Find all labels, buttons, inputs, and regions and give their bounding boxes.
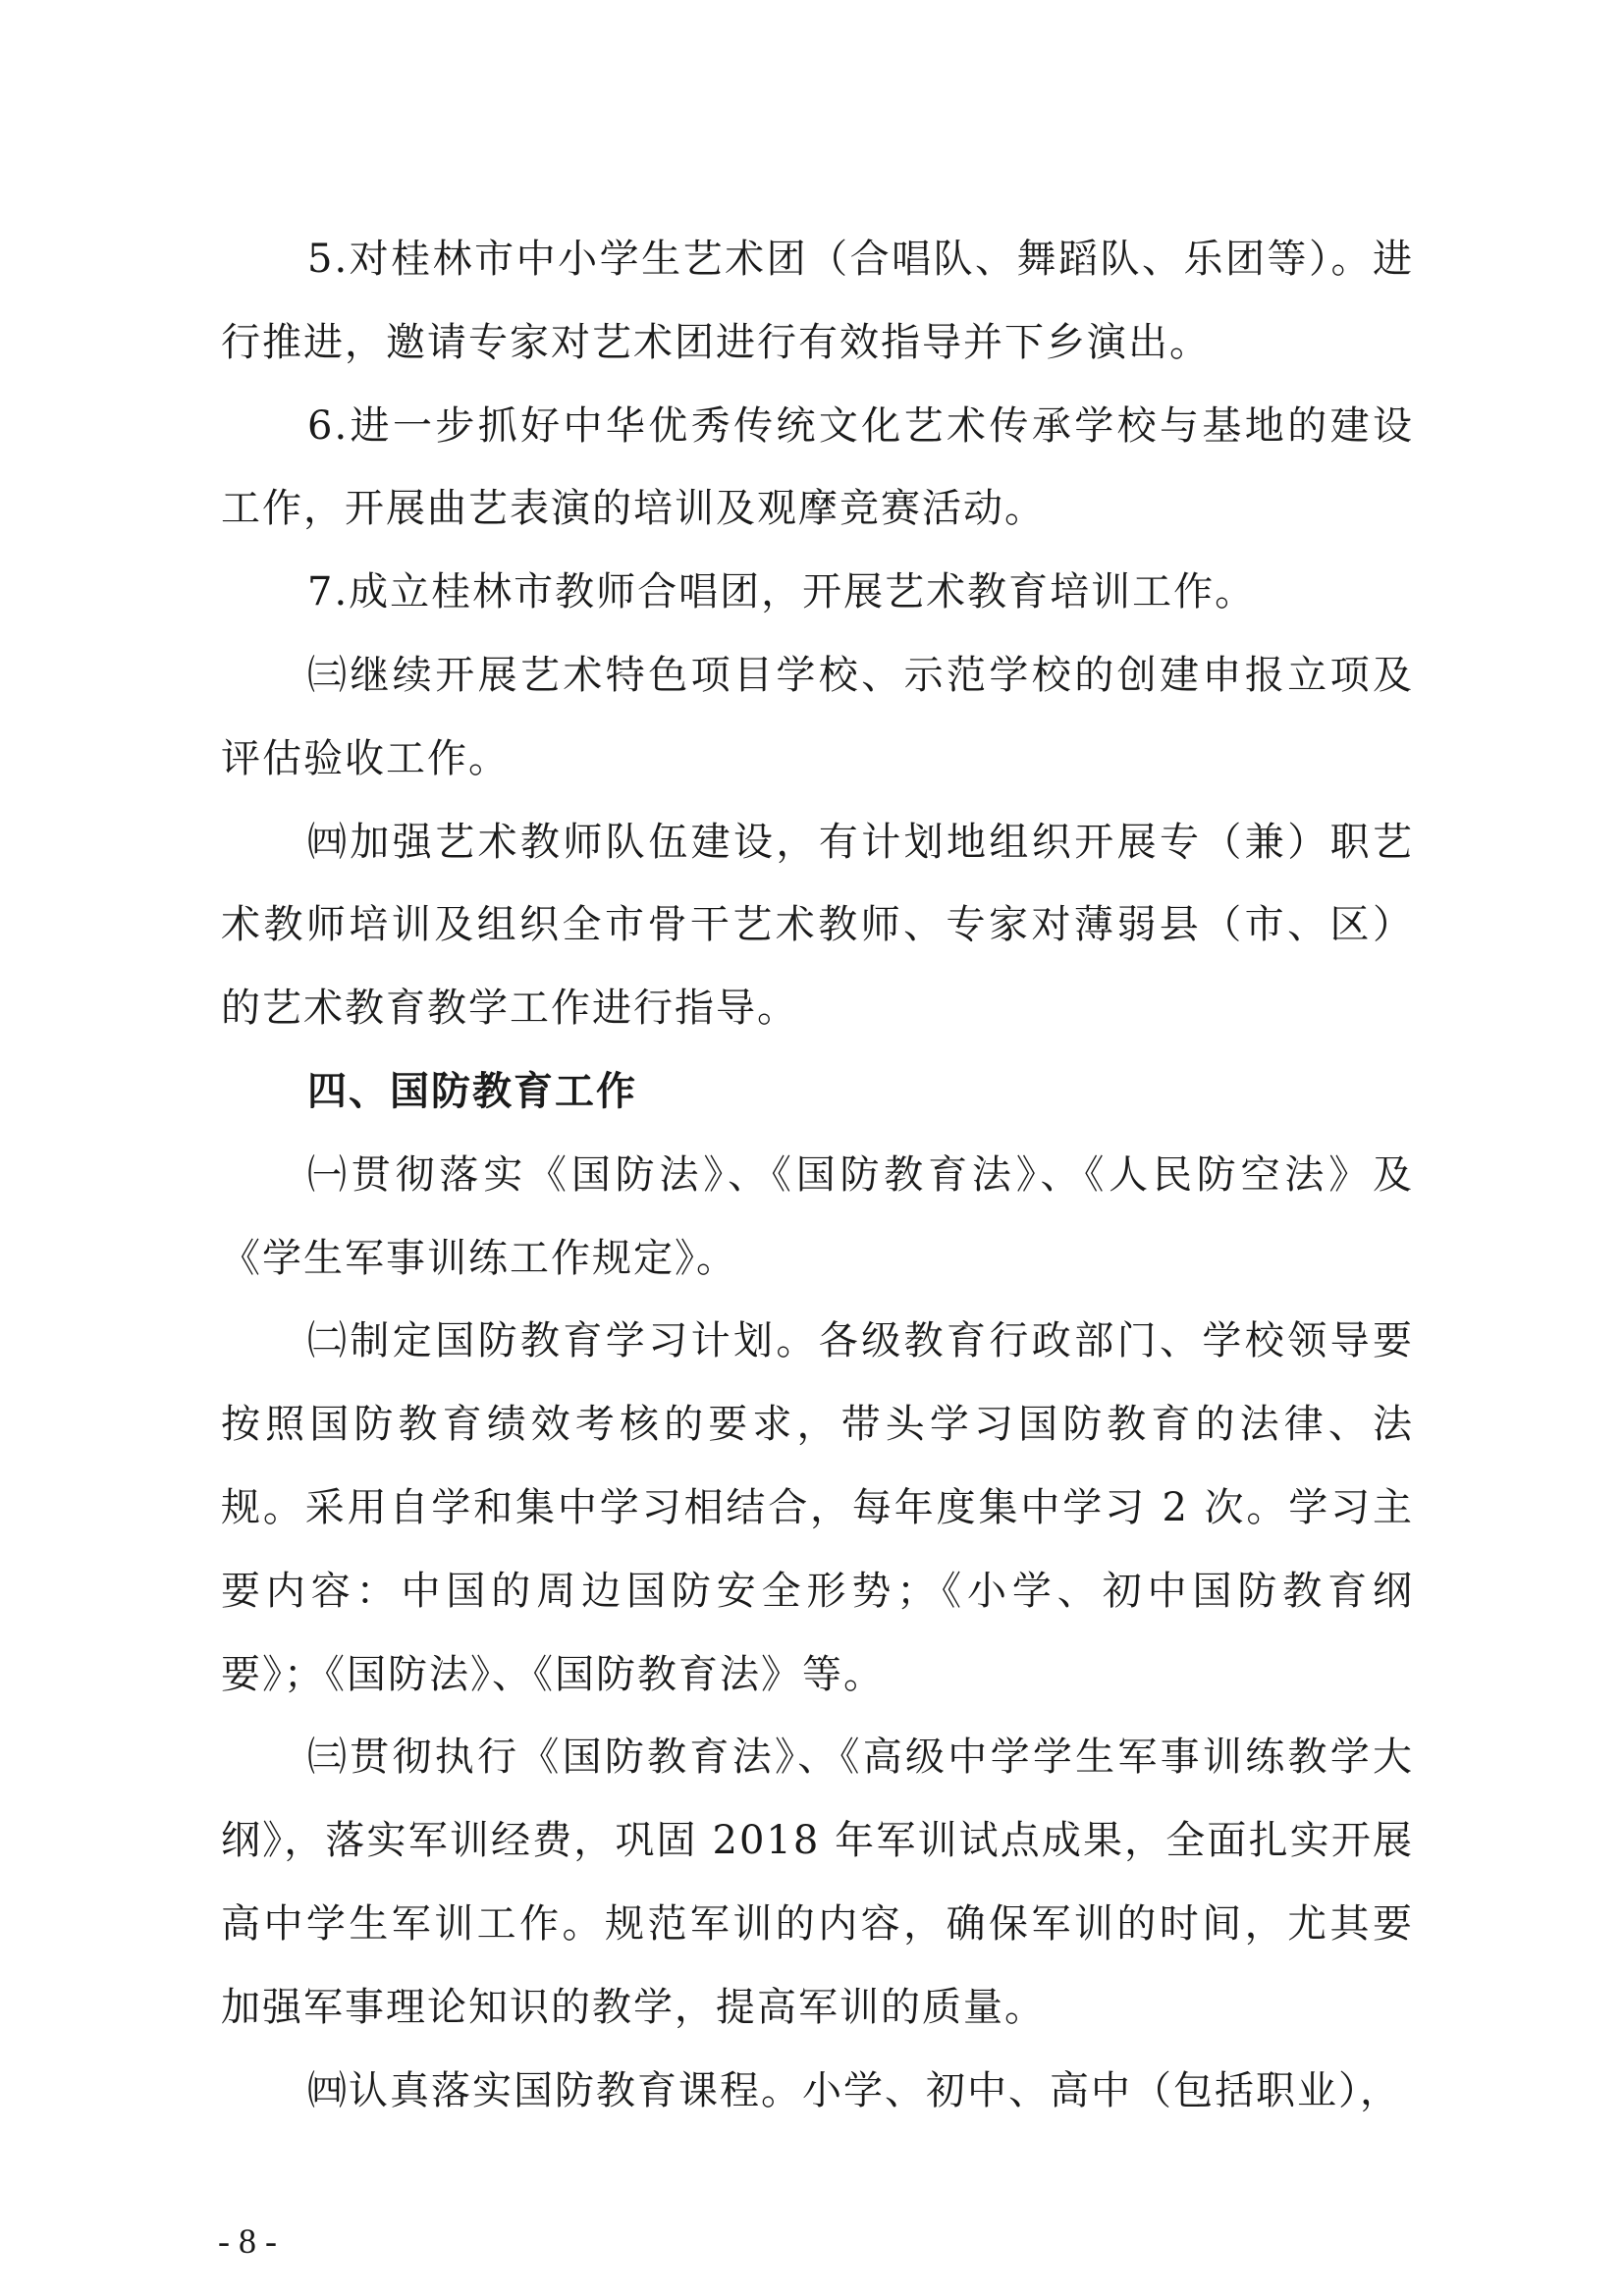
paragraph-5: 5.对桂林市中小学生艺术团（合唱队、舞蹈队、乐团等）。进行推进，邀请专家对艺术团进行有效指导并下乡演出。	[221, 237, 1414, 365]
paragraph-defense-3: ㈢贯彻执行《国防教育法》、《高级中学学生军事训练教学大纲》，落实军训经费，巩固 2018 年军训试点成果，全面扎实开展高中学生军训工作。规范军训的内容，确保军训的时间，尤其要加强军事理论知识的教学，提高军训的质量。	[221, 1735, 1414, 2030]
page-number: - 8 -	[218, 2221, 277, 2261]
paragraph-section-3-item: ㈢继续开展艺术特色项目学校、示范学校的创建申报立项及评估验收工作。	[221, 652, 1414, 781]
document-body	[221, 218, 1414, 2132]
paragraph-section-4-item: ㈣加强艺术教师队伍建设，有计划地组织开展专（兼）职艺术教师培训及组织全市骨干艺术教师、专家对薄弱县（市、区）的艺术教育教学工作进行指导。	[221, 819, 1414, 1032]
paragraph-7: 7.成立桂林市教师合唱团，开展艺术教育培训工作。	[307, 569, 1257, 615]
paragraph-defense-4: ㈣认真落实国防教育课程。小学、初中、高中（包括职业），	[307, 2067, 1401, 2113]
paragraph-defense-2: ㈡制定国防教育学习计划。各级教育行政部门、学校领导要按照国防教育绩效考核的要求，带头学习国防教育的法律、法规。采用自学和集中学习相结合，每年度集中学习 2 次。学习主要内容：中国的周边国防安全形势；《小学、初中国防教育纲要》；《国防法》、《国防教育法》等。	[221, 1318, 1414, 1697]
paragraph-6: 6.进一步抓好中华优秀传统文化艺术传承学校与基地的建设工作，开展曲艺表演的培训及观摩竞赛活动。	[221, 402, 1414, 532]
paragraph-defense-1: ㈠贯彻落实《国防法》、《国防教育法》、《人民防空法》及《学生军事训练工作规定》。	[221, 1151, 1414, 1281]
section-heading-national-defense: 四、国防教育工作	[307, 1068, 637, 1114]
